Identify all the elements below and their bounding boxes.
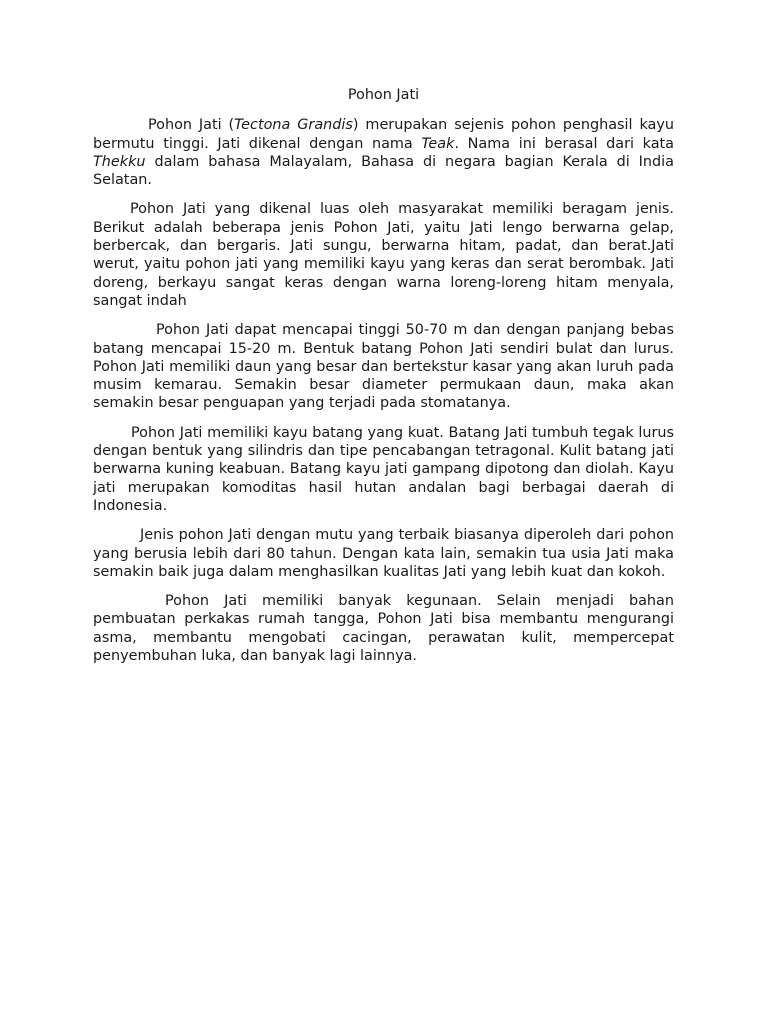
paragraph bbox=[93, 116, 674, 189]
paragraph-text: Pohon Jati yang dikenal luas oleh masyarakat memiliki beragam jenis. Berikut adalah beberapa jenis Pohon Jati, yaitu Jati lengo berwarna gelap, berbercak, dan bergaris. Jati sungu, berwarna hitam, padat, dan berat.Jati werut, yaitu pohon jati yang memiliki kayu yang keras dan serat berombak. Jati doreng, berkayu sangat keras dengan warna loreng-loreng hitam menyala, sangat indah bbox=[93, 201, 674, 309]
paragraph-text: Pohon Jati ( bbox=[148, 117, 235, 134]
paragraph-text: dalam bahasa Malayalam, Bahasa di negara bagian Kerala di India Selatan. bbox=[93, 153, 674, 189]
paragraph bbox=[93, 424, 674, 515]
paragraph bbox=[93, 592, 674, 665]
paragraph-text: . Nama ini berasal dari kata bbox=[454, 135, 675, 152]
document-body bbox=[93, 116, 674, 665]
italic-term: Teak bbox=[421, 135, 455, 152]
paragraph-text: Pohon Jati memiliki banyak kegunaan. Selain menjadi bahan pembuatan perkakas rumah tangga, Pohon Jati bisa membantu mengurangi asma, membantu mengobati cacingan, perawatan kulit, mempercepat penyembuhan luka, dan banyak lagi lainnya. bbox=[93, 593, 674, 665]
italic-term: Thekku bbox=[93, 153, 146, 170]
paragraph-text: Pohon Jati memiliki kayu batang yang kuat. Batang Jati tumbuh tegak lurus dengan bentuk yang silindris dan tipe pencabangan tetragonal. Kulit batang jati berwarna kuning keabuan. Batang kayu jati gampang dipotong dan diolah. Kayu jati merupakan komoditas hasil hutan andalan bagi berbagai daerah di Indonesia. bbox=[93, 424, 674, 514]
document-page bbox=[93, 86, 674, 676]
paragraph-text: ) merupakan sejenis pohon penghasil kayu bermutu tinggi. Jati dikenal dengan nama bbox=[93, 117, 674, 152]
italic-term: Tectona Grandis bbox=[234, 117, 353, 134]
paragraph-text: Pohon Jati dapat mencapai tinggi 50-70 m dan dengan panjang bebas batang mencapai 15-20 m. Bentuk batang Pohon Jati sendiri bulat dan lurus. Pohon Jati memiliki daun yang besar dan bertekstur kasar yang akan luruh pada musim kemarau. Semakin besar diameter permukaan daun, maka akan semakin besar penguapan yang terjadi pada stomatanya. bbox=[93, 322, 674, 412]
paragraph bbox=[93, 200, 674, 310]
paragraph-text: Jenis pohon Jati dengan mutu yang terbaik biasanya diperoleh dari pohon yang berusia lebih dari 80 tahun. Dengan kata lain, semakin tua usia Jati maka semakin baik juga dalam menghasilkan kualitas Jati yang lebih kuat dan kokoh. bbox=[93, 527, 674, 580]
document-title: Pohon Jati bbox=[347, 87, 420, 103]
paragraph bbox=[93, 321, 674, 412]
paragraph bbox=[93, 526, 674, 581]
